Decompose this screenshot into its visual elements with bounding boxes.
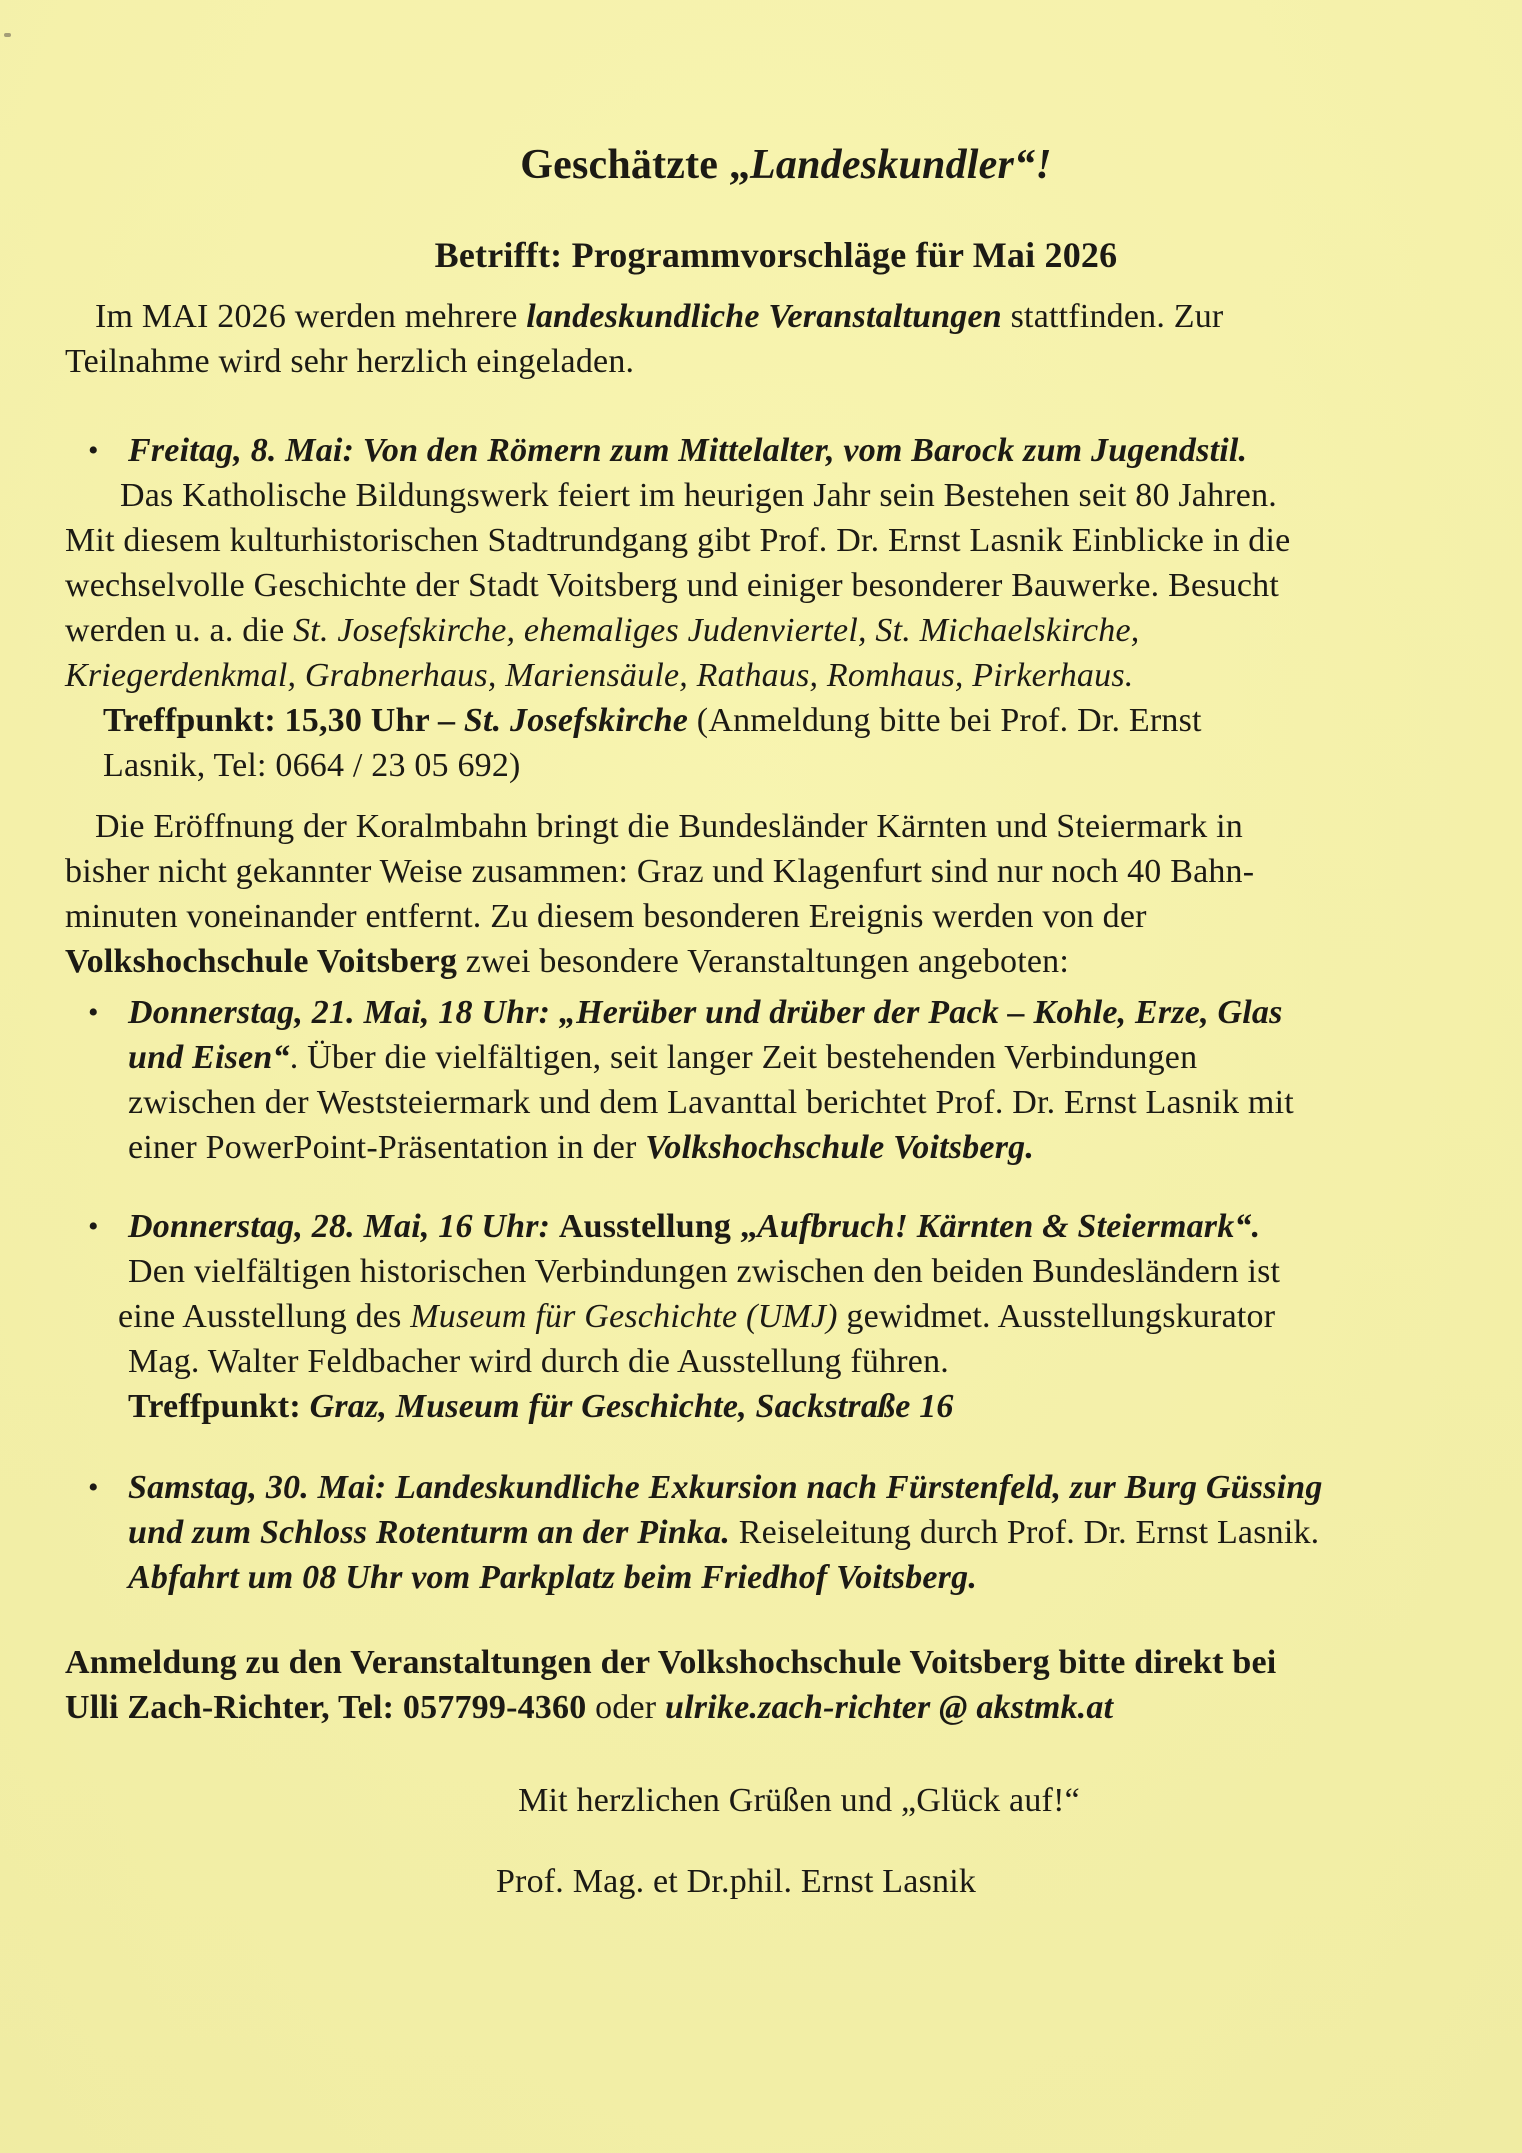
text-segment: zwei besondere Veranstaltungen angeboten: — [457, 943, 1070, 980]
text-line — [15, 232, 1522, 278]
text-segment: Ausstellung „ — [558, 1208, 758, 1245]
document-body — [0, 140, 1522, 1904]
event-bullet-1 — [0, 428, 1522, 788]
text-line — [0, 849, 1522, 894]
text-segment: Die Eröffnung der Koralmbahn bringt die Bundesländer Kärnten und Steiermark in — [95, 808, 1243, 845]
text-segment: Volkshochschule Voitsberg. — [645, 1129, 1035, 1166]
text-segment: Samstag, 30. Mai: Landeskundliche Exkursion nach Fürstenfeld, zur Burg Güssing — [128, 1469, 1323, 1506]
text-segment: wechselvolle Geschichte der Stadt Voitsberg und einiger besonderer Bauwerke. Besucht — [65, 567, 1280, 604]
text-segment: (Anmeldung bitte bei Prof. Dr. Ernst — [688, 702, 1202, 739]
closing-greeting — [38, 1778, 1522, 1823]
text-line — [0, 518, 1522, 563]
intro-paragraph — [0, 294, 1522, 384]
text-line — [0, 339, 1522, 384]
text-line — [0, 1859, 1497, 1904]
text-line — [0, 653, 1522, 698]
text-segment: Kriegerdenkmal, Grabnerhaus, Mariensäule, Rathaus, Romhaus, Pirkerhaus. — [65, 657, 1134, 694]
letter-subject — [15, 232, 1522, 278]
text-segment: eine Ausstellung des — [118, 1298, 411, 1335]
text-segment: Landeskundler“! — [750, 142, 1052, 188]
text-line — [0, 1204, 1522, 1249]
signature — [0, 1859, 1497, 1904]
bullet-icon: • — [88, 434, 99, 467]
text-segment: Prof. Mag. et Dr.phil. Ernst Lasnik — [495, 1863, 977, 1900]
text-segment: Donnerstag, 28. Mai, 16 Uhr: — [128, 1208, 559, 1245]
text-segment: einer PowerPoint-Präsentation in der — [128, 1129, 646, 1166]
text-line — [0, 939, 1522, 984]
text-segment: stattfinden. Zur — [1001, 298, 1224, 335]
text-segment: Teilnahme wird sehr herzlich eingeladen. — [65, 343, 635, 380]
text-segment: werden u. a. die — [65, 612, 294, 649]
text-segment: Anmeldung zu den Veranstaltungen der Volkshochschule Voitsberg bitte direkt bei — [65, 1644, 1277, 1681]
text-segment: ulrike.zach-richter @ akstmk.at — [665, 1689, 1114, 1726]
text-segment: und zum Schloss Rotenturm an der Pinka. — [128, 1514, 731, 1551]
text-line — [0, 473, 1522, 518]
text-line — [0, 1294, 1522, 1339]
text-line — [0, 1080, 1522, 1125]
bullet-icon: • — [88, 1471, 99, 1504]
event-bullet-4 — [0, 1465, 1522, 1600]
text-segment: Treffpunkt: 15,30 Uhr – — [103, 702, 464, 739]
text-segment: Den vielfältigen historischen Verbindungen zwischen den beiden Bundesländern ist — [128, 1253, 1281, 1290]
text-segment: Museum für Geschichte (UMJ) — [410, 1298, 838, 1335]
text-segment: Das Katholische Bildungswerk feiert im heurigen Jahr sein Bestehen seit 80 Jahren. — [120, 477, 1277, 514]
text-line — [0, 1384, 1522, 1429]
text-segment: Lasnik, Tel: 0664 / 23 05 692) — [103, 747, 521, 784]
text-segment: zwischen der Weststeiermark und dem Lavanttal berichtet Prof. Dr. Ernst Lasnik mit — [128, 1084, 1294, 1121]
scan-speck-artifact — [4, 33, 11, 37]
koralmbahn-paragraph — [0, 804, 1522, 984]
text-line — [0, 1035, 1522, 1080]
event-bullet-2 — [0, 990, 1522, 1170]
text-segment: minuten voneinander entfernt. Zu diesem besonderen Ereignis werden von der — [65, 898, 1147, 935]
text-line — [0, 1465, 1522, 1510]
text-segment: Reiseleitung durch Prof. Dr. Ernst Lasnik. — [730, 1514, 1320, 1551]
text-segment: Betrifft: Programmvorschläge für Mai 2026 — [434, 235, 1118, 275]
text-segment: gewidmet. Ausstellungskurator — [837, 1298, 1276, 1335]
text-segment: Mit diesem kulturhistorischen Stadtrundgang gibt Prof. Dr. Ernst Lasnik Einblicke in die — [65, 522, 1291, 559]
letter-title — [25, 140, 1522, 190]
text-segment: und Eisen“ — [128, 1039, 290, 1076]
text-line — [0, 563, 1522, 608]
text-segment: landeskundliche Veranstaltungen — [526, 298, 1002, 335]
text-segment: St. Josefskirche — [463, 702, 689, 739]
event-bullet-3 — [0, 1204, 1522, 1429]
text-segment: Mag. Walter Feldbacher wird durch die Ausstellung führen. — [128, 1343, 949, 1380]
text-segment: oder — [586, 1689, 666, 1726]
text-line — [0, 1125, 1522, 1170]
text-segment: Donnerstag, 21. Mai, 18 Uhr: „Herüber und drüber der Pack – Kohle, Erze, Glas — [128, 994, 1283, 1031]
bullet-icon: • — [88, 1210, 99, 1243]
text-segment: . Über die vielfältigen, seit langer Zeit bestehenden Verbindungen — [289, 1039, 1198, 1076]
text-segment: bisher nicht gekannter Weise zusammen: Graz und Klagenfurt sind nur noch 40 Bahn- — [65, 853, 1255, 890]
text-segment: Im MAI 2026 werden mehrere — [95, 298, 527, 335]
text-line — [0, 894, 1522, 939]
text-line — [38, 1778, 1522, 1823]
text-segment: St. Josefskirche, ehemaliges Judenviertel, St. Michaelskirche, — [293, 612, 1140, 649]
text-line — [0, 1249, 1522, 1294]
text-segment: Ulli Zach-Richter, Tel: 057799-4360 — [65, 1689, 587, 1726]
text-line — [0, 608, 1522, 653]
text-line — [0, 1640, 1522, 1685]
text-segment: Treffpunkt: — [128, 1388, 310, 1425]
text-line — [0, 990, 1522, 1035]
text-line — [0, 698, 1522, 743]
text-line — [0, 428, 1522, 473]
text-line — [0, 1339, 1522, 1384]
text-segment: Graz, Museum für Geschichte, Sackstraße 16 — [309, 1388, 954, 1425]
bullet-icon: • — [88, 996, 99, 1029]
text-segment: Mit herzlichen Grüßen und „Glück auf!“ — [518, 1782, 1080, 1819]
text-line — [0, 804, 1522, 849]
registration-paragraph — [0, 1640, 1522, 1730]
text-segment: Geschätzte „ — [520, 142, 751, 188]
text-line — [0, 1510, 1522, 1555]
text-line — [25, 140, 1522, 190]
text-segment: Volkshochschule Voitsberg — [65, 943, 458, 980]
text-segment: Freitag, 8. Mai: Von den Römern zum Mittelalter, vom Barock zum Jugendstil. — [128, 432, 1248, 469]
text-line — [0, 743, 1522, 788]
text-line — [0, 1685, 1522, 1730]
text-line — [0, 1555, 1522, 1600]
text-segment: Abfahrt um 08 Uhr vom Parkplatz beim Friedhof Voitsberg. — [128, 1559, 978, 1596]
text-segment: Aufbruch! Kärnten & Steiermark“. — [757, 1208, 1261, 1245]
text-line — [0, 294, 1522, 339]
